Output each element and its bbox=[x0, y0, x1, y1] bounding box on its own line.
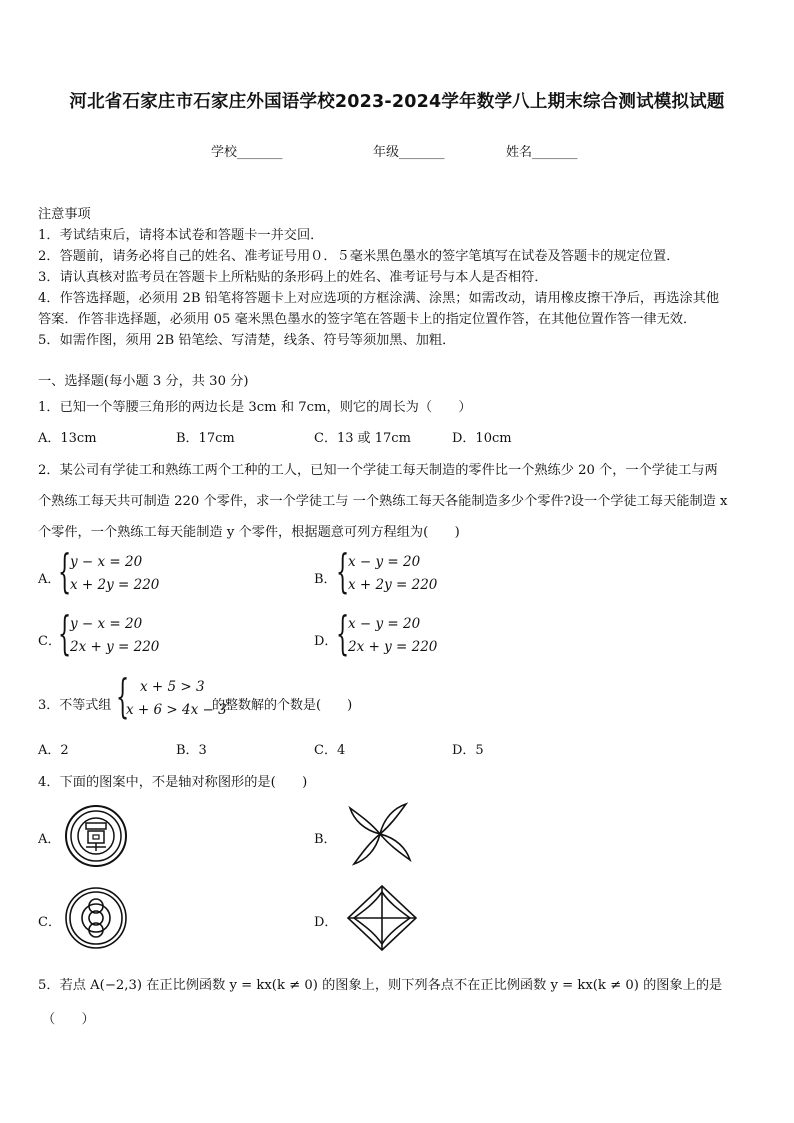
stacked-circles-figure-icon bbox=[64, 886, 128, 950]
brace-icon: { bbox=[58, 544, 72, 598]
brace-icon: { bbox=[336, 606, 350, 660]
q1-option-c: C．13 或 17cm bbox=[314, 431, 411, 446]
question-2-stem-line1: 2．某公司有学徒工和熟练工两个工种的工人，已知一个学徒工每天制造的零件比一个熟练少 20 个，一个学徒工与两 bbox=[38, 463, 718, 478]
equation: 2x + y = 220 bbox=[348, 639, 438, 655]
q2-option-d-label: D． bbox=[314, 634, 338, 649]
brace-icon: { bbox=[336, 544, 350, 598]
question-2-stem-line2: 个熟练工每天共可制造 220 个零件，求一个学徒工与 一个熟练工每天各能制造多少个零件?设一个学徒工每天能制造 x bbox=[38, 494, 728, 509]
question-1-stem: 1．已知一个等腰三角形的两边长是 3cm 和 7cm，则它的周长为（ ） bbox=[38, 400, 472, 415]
coin-figure-icon bbox=[64, 804, 128, 868]
q2-option-a-label: A． bbox=[38, 572, 61, 587]
inequality: x + 6 > 4x − 3 bbox=[126, 702, 227, 718]
question-5-stem: 5．若点 A(−2,3) 在正比例函数 y = kx(k ≠ 0) 的图象上，则下列各点不在正比例函数 y = kx(k ≠ 0) 的图象上的是 bbox=[38, 978, 723, 993]
q1-option-d: D．10cm bbox=[452, 431, 512, 446]
section-heading: 一、选择题(每小题 3 分，共 30 分) bbox=[38, 374, 249, 389]
note-item: 4．作答选择题，必须用 2B 铅笔将答题卡上对应选项的方框涂满、涂黑；如需改动，请用橡皮擦干净后，再选涂其他 bbox=[38, 291, 720, 306]
equation: x + 2y = 220 bbox=[348, 577, 438, 593]
note-item: 1．考试结束后，请将本试卷和答题卡一并交回． bbox=[38, 228, 324, 243]
note-item: 3．请认真核对监考员在答题卡上所粘贴的条形码上的姓名、准考证号与本人是否相符． bbox=[38, 270, 548, 285]
question-3-prefix: 3．不等式组 bbox=[38, 698, 112, 713]
school-field: 学校_______ bbox=[211, 145, 283, 160]
question-5-paren: （ ） bbox=[42, 1012, 95, 1027]
equation: x + 2y = 220 bbox=[70, 577, 160, 593]
q2-option-c-label: C． bbox=[38, 634, 61, 649]
brace-icon: { bbox=[116, 669, 130, 723]
q4-option-d-label: D． bbox=[314, 915, 338, 930]
equation: x − y = 20 bbox=[348, 554, 421, 570]
q3-option-c: C．4 bbox=[314, 743, 346, 758]
q2-option-b-label: B． bbox=[314, 572, 337, 587]
grade-field: 年级_______ bbox=[373, 145, 445, 160]
pinwheel-figure-icon bbox=[344, 798, 416, 870]
exam-title: 河北省石家庄市石家庄外国语学校2023-2024学年数学八上期末综合测试模拟试题 bbox=[69, 92, 725, 112]
note-item: 2．答题前，请务必将自己的姓名、准考证号用０．５毫米黑色墨水的签字笔填写在试卷及答题卡的规定位置． bbox=[38, 249, 680, 264]
question-3-suffix: 的整数解的个数是( ) bbox=[212, 698, 353, 713]
inequality: x + 5 > 3 bbox=[140, 679, 205, 695]
name-field: 姓名_______ bbox=[506, 145, 578, 160]
q4-option-b-label: B． bbox=[314, 832, 337, 847]
question-4-stem: 4．下面的图案中，不是轴对称图形的是( ) bbox=[38, 775, 308, 790]
q1-option-b: B．17cm bbox=[176, 431, 235, 446]
q3-option-d: D．5 bbox=[452, 743, 484, 758]
equation: y − x = 20 bbox=[70, 616, 143, 632]
equation: x − y = 20 bbox=[348, 616, 421, 632]
brace-icon: { bbox=[58, 606, 72, 660]
q4-option-a-label: A． bbox=[38, 832, 61, 847]
note-item: 答案．作答非选择题，必须用 05 毫米黑色墨水的签字笔在答题卡上的指定位置作答，在其他位置作答一律无效． bbox=[38, 312, 697, 327]
equation: 2x + y = 220 bbox=[70, 639, 160, 655]
q1-option-a: A．13cm bbox=[38, 431, 97, 446]
note-item: 5．如需作图，须用 2B 铅笔绘、写清楚，线条、符号等须加黑、加粗． bbox=[38, 333, 456, 348]
q4-option-c-label: C． bbox=[38, 915, 61, 930]
q3-option-b: B．3 bbox=[176, 743, 207, 758]
question-2-stem-line3: 个零件，一个熟练工每天能制造 y 个零件，根据题意可列方程组为( ) bbox=[38, 525, 460, 540]
q3-option-a: A．2 bbox=[38, 743, 69, 758]
diamond-figure-icon bbox=[346, 884, 418, 952]
equation: y − x = 20 bbox=[70, 554, 143, 570]
notes-heading: 注意事项 bbox=[38, 207, 91, 222]
